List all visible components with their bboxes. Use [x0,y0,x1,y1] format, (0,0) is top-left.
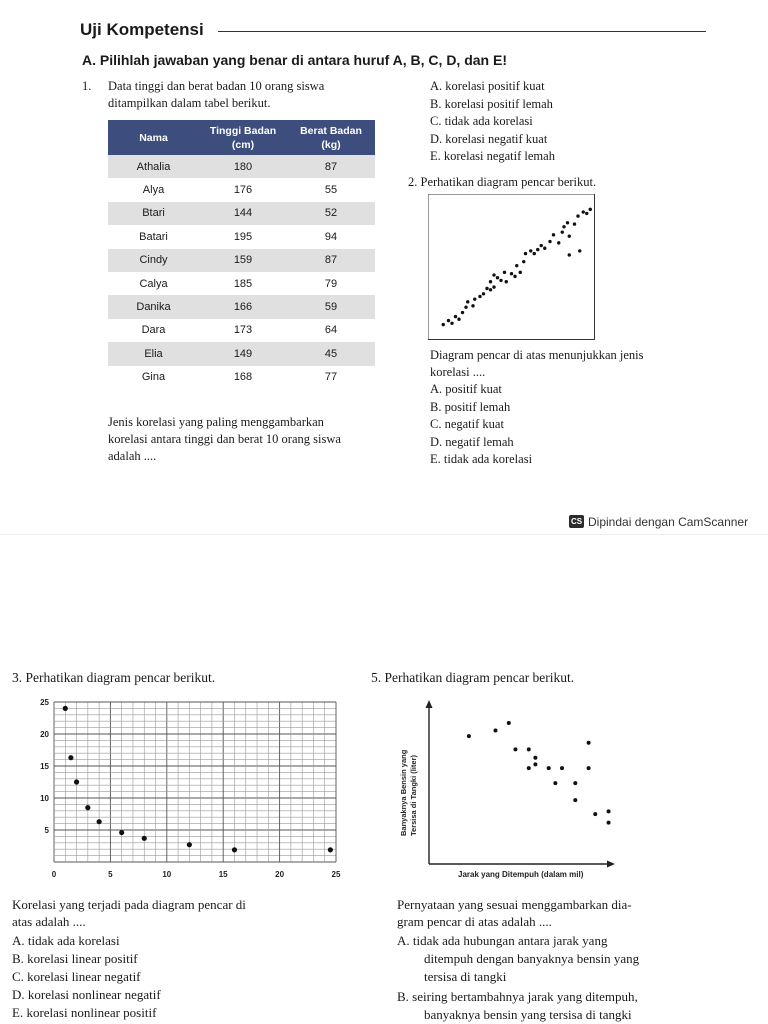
scatter-point [587,766,591,770]
th-tinggi: Tinggi Badan (cm) [199,120,287,155]
scatter-point [447,319,450,322]
q5-option-b-2: banyaknya bensin yang tersisa di tangki [424,1007,632,1022]
scatter-point [97,819,102,824]
scatter-point [578,249,581,252]
q2-option-b: B. positif lemah [430,399,511,414]
scatter-point [582,210,585,213]
scatter-point [85,805,90,810]
scatter-point [587,741,591,745]
scatter-point [492,285,495,288]
cell: 55 [287,178,375,201]
scatter-point [503,271,506,274]
q5-option-b-1: B. seiring bertambahnya jarak yang ditempuh, [397,989,638,1004]
q2-option-a: A. positif kuat [430,382,502,396]
q3-scatter-chart [30,696,346,882]
scatter-point [485,287,488,290]
scatter-point [492,273,495,276]
scatter-point [589,208,592,211]
q1-option-b: B. korelasi positif lemah [430,96,553,111]
scatter-point [187,842,192,847]
table-row [108,342,375,365]
q3-ticks [40,698,341,879]
scatter-point [557,241,560,244]
scatter-point [461,311,464,314]
q2-option-c: C. negatif kuat [430,417,504,431]
cell: 168 [199,366,287,389]
q2-scatter-chart [428,194,595,340]
x-tick-label: 25 [331,870,341,879]
q5-after-1: Pernyataan yang sesuai menggambarkan dia- [397,897,632,912]
cell: Danika [108,295,199,318]
q5-option-a-2: ditempuh dengan banyaknya bensin yang [424,951,640,966]
x-tick-label: 10 [162,870,172,879]
cell: 45 [287,342,375,365]
scatter-point [515,264,518,267]
q5-x-arrow [607,861,615,868]
y-tick-label: 15 [40,762,49,771]
y-tick-label: 20 [40,730,49,739]
q3-after-2: atas adalah .... [12,914,86,929]
q3-after-1: Korelasi yang terjadi pada diagram pencar di [12,897,246,912]
scatter-point [568,253,571,256]
scatter-point [540,244,543,247]
scatter-point [499,279,502,282]
table-header-row [108,120,375,155]
q5-option-a-3: tersisa di tangki [424,969,507,984]
cell: Cindy [108,249,199,272]
scatter-point [513,747,517,751]
cell: 144 [199,202,287,225]
table-row [108,249,375,272]
scatter-point [473,297,476,300]
cell: 79 [287,272,375,295]
q3-option-a: A. tidak ada korelasi [12,933,120,948]
scatter-point [507,721,511,725]
scatter-point [560,766,564,770]
scatter-point [328,847,333,852]
q5-ylabel-2: Tersisa di Tangki (liter) [409,755,418,836]
scatter-point [482,292,485,295]
scatter-point [496,276,499,279]
q1-option-c: C. tidak ada korelasi [430,114,533,128]
title-rule [218,31,706,32]
scatter-point [513,275,516,278]
y-tick-label: 25 [40,698,49,707]
scatter-point [533,756,537,760]
cell: Elia [108,342,199,365]
q2-points [442,208,592,327]
q5-xlabel: Jarak yang Ditempuh (dalam mil) [458,870,584,879]
cell: Btari [108,202,199,225]
scatter-point [562,225,565,228]
y-tick-label: 10 [40,794,49,803]
table-row [108,295,375,318]
th-berat: Berat Badan (kg) [287,120,375,155]
scatter-point [522,260,525,263]
cell: 64 [287,319,375,342]
q1-after-2: korelasi antara tinggi dan berat 10 orang siswa [108,432,341,446]
cell: 77 [287,366,375,389]
table-row [108,178,375,201]
q3-prompt: 3. Perhatikan diagram pencar berikut. [12,670,216,685]
camscanner-icon: CS [570,517,583,526]
scatter-point [478,295,481,298]
scatter-point [457,318,460,321]
cell: 59 [287,295,375,318]
scan-divider [0,534,768,535]
scatter-point [573,798,577,802]
cell: 195 [199,225,287,248]
scatter-point [142,836,147,841]
q2-after-1: Diagram pencar di atas menunjukkan jenis [430,348,644,362]
scatter-point [74,779,79,784]
scatter-point [529,249,532,252]
q2-option-e: E. tidak ada korelasi [430,452,533,466]
scatter-point [552,233,555,236]
table-row [108,272,375,295]
section-title: Uji Kompetensi [80,20,204,39]
scatter-point [442,323,445,326]
q5-ylabel-1: Banyaknya Bensin yang [399,749,408,836]
scatter-point [536,248,539,251]
scatter-point [585,212,588,215]
cell: Calya [108,272,199,295]
scatter-point [489,288,492,291]
scatter-point [533,252,536,255]
q2-after-2: korelasi .... [430,365,486,379]
cell: 166 [199,295,287,318]
q1-after-3: adalah .... [108,449,157,463]
scatter-point [489,280,492,283]
section-instruction: A. Pilihlah jawaban yang benar di antara huruf A, B, C, D, dan E! [82,52,507,68]
scatter-point [576,214,579,217]
q5-points [467,721,611,825]
x-tick-label: 5 [108,870,113,879]
cell: 87 [287,249,375,272]
scatter-point [533,762,537,766]
cell: Gina [108,366,199,389]
q5-y-arrow [426,700,433,708]
scatter-point [607,809,611,813]
scatter-point [553,781,557,785]
cell: 180 [199,155,287,178]
q1-table [108,120,375,389]
cell: Alya [108,178,199,201]
scatter-point [561,230,564,233]
th-nama: Nama [108,120,199,155]
scatter-point [464,306,467,309]
scatter-point [524,252,527,255]
q3-grid [54,702,336,862]
scatter-point [450,322,453,325]
scatter-point [593,812,597,816]
scatter-point [519,271,522,274]
cell: 87 [287,155,375,178]
q2-option-d: D. negatif lemah [430,434,514,449]
q1-after-1: Jenis korelasi yang paling menggambarkan [108,415,324,429]
scatter-point [527,766,531,770]
q3-option-c: C. korelasi linear negatif [12,969,141,984]
scatter-point [566,221,569,224]
cell: 176 [199,178,287,201]
q3-option-b: B. korelasi linear positif [12,951,138,966]
q2-prompt: 2. Perhatikan diagram pencar berikut. [408,175,597,189]
scatter-point [505,280,508,283]
q1-option-d: D. korelasi negatif kuat [430,131,548,146]
q1-line-2: ditampilkan dalam tabel berikut. [108,96,271,110]
scatter-point [573,781,577,785]
cell: Batari [108,225,199,248]
scatter-point [568,234,571,237]
scatter-point [510,272,513,275]
q5-option-a-1: A. tidak ada hubungan antara jarak yang [397,933,608,948]
cell: Dara [108,319,199,342]
scatter-point [548,240,551,243]
camscanner-label: Dipindai dengan CamScanner [588,515,749,529]
q5-after-2: gram pencar di atas adalah .... [397,914,552,929]
cell: 159 [199,249,287,272]
scatter-point [119,830,124,835]
q1-number: 1. [82,79,92,93]
q5-scatter-chart [396,696,618,882]
x-tick-label: 20 [275,870,285,879]
cell: 185 [199,272,287,295]
scatter-point [527,747,531,751]
q3-option-d: D. korelasi nonlinear negatif [12,987,161,1002]
cell: 149 [199,342,287,365]
scatter-point [543,247,546,250]
cell: Athalia [108,155,199,178]
q5-prompt: 5. Perhatikan diagram pencar berikut. [371,670,575,685]
scatter-point [471,304,474,307]
scatter-point [68,755,73,760]
q1-option-e: E. korelasi negatif lemah [430,149,555,163]
x-tick-label: 0 [51,870,57,879]
q1-line-1: Data tinggi dan berat badan 10 orang siswa [108,79,325,93]
cell: 52 [287,202,375,225]
table-row [108,319,375,342]
cell: 94 [287,225,375,248]
scatter-point [232,847,237,852]
scatter-point [547,766,551,770]
table-row [108,155,375,178]
y-tick-label: 5 [44,826,49,835]
scatter-point [607,821,611,825]
x-tick-label: 15 [218,870,228,879]
table-row [108,366,375,389]
q3-option-e: E. korelasi nonlinear positif [12,1005,157,1020]
q1-option-a: A. korelasi positif kuat [430,79,545,93]
table-row [108,225,375,248]
scatter-point [573,222,576,225]
scatter-point [494,729,498,733]
table-row [108,202,375,225]
cell: 173 [199,319,287,342]
scatter-point [63,706,68,711]
scatter-point [467,734,471,738]
scatter-point [454,315,457,318]
scatter-point [466,300,469,303]
